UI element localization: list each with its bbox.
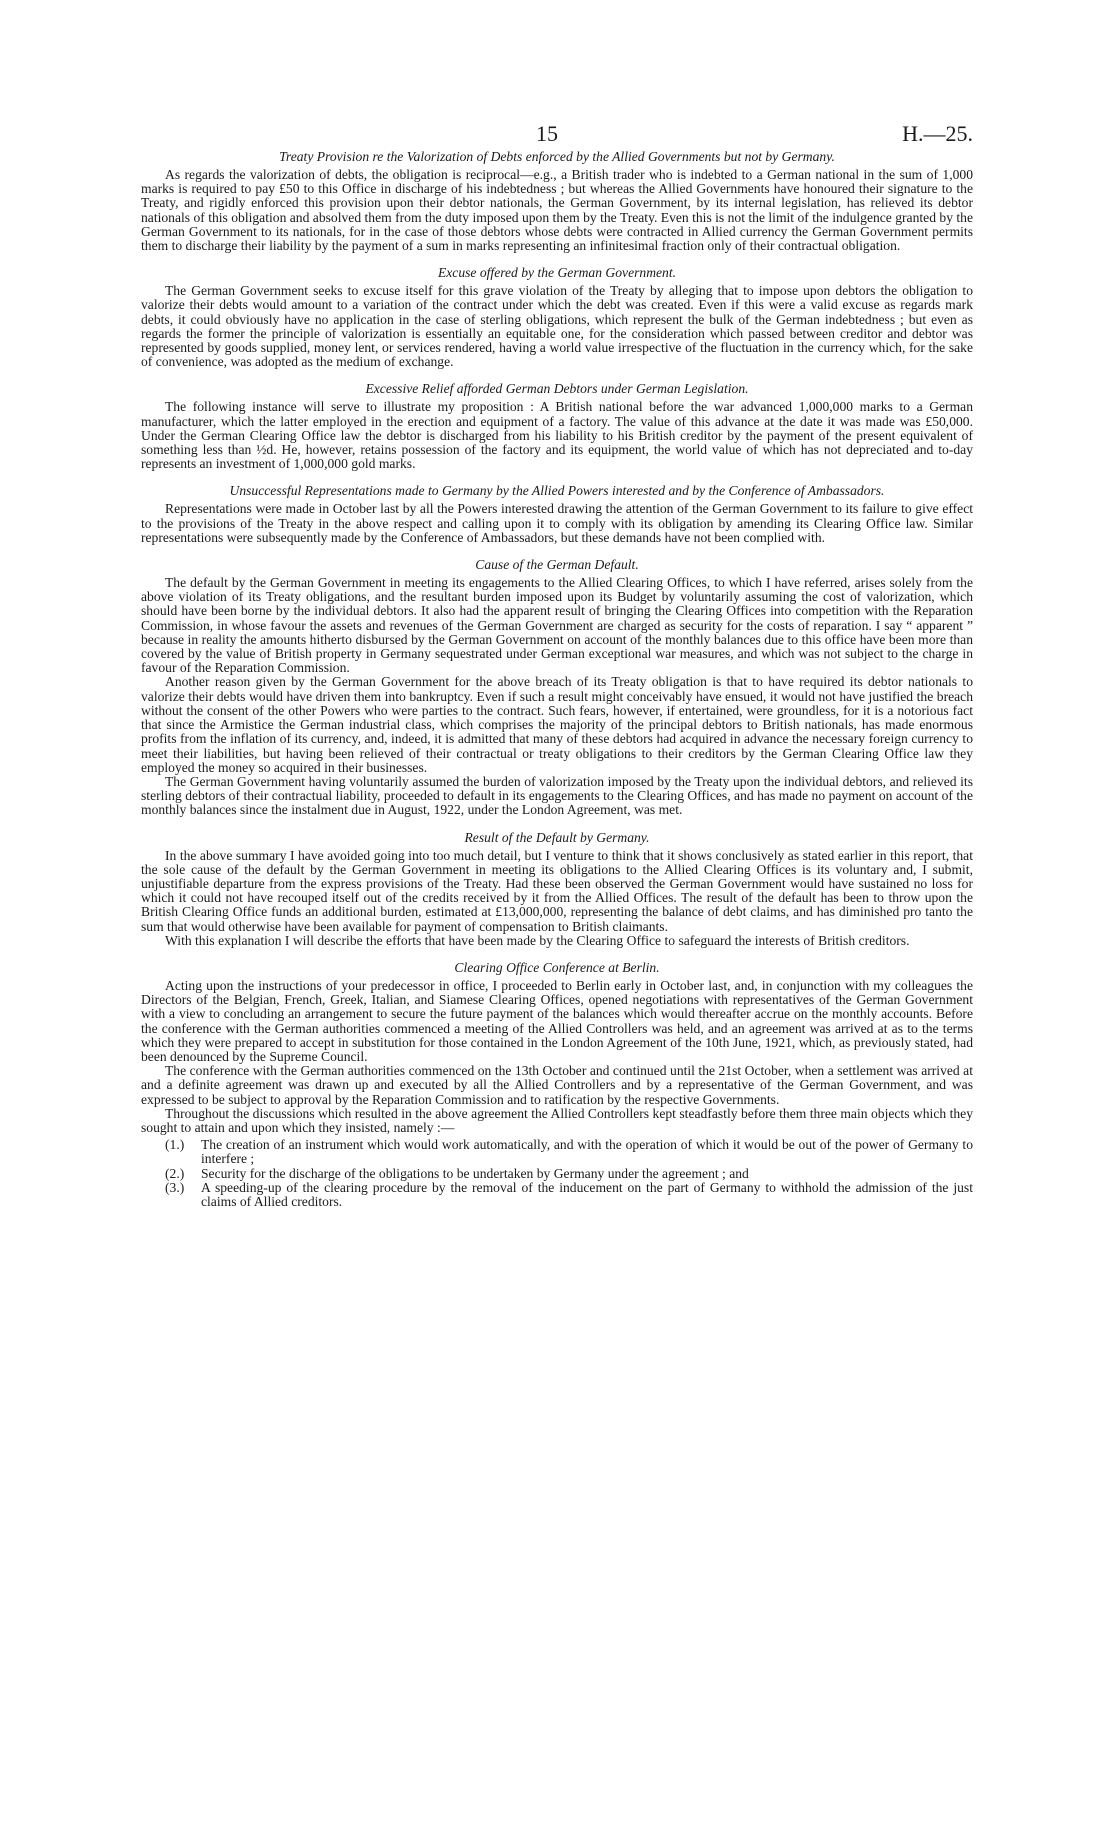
paragraph: The following instance will serve to illustrate my proposition : A British national before the war advanced 1,000,000 marks to a German manufacturer, which the latter employed in the erection and equipment of a factory. The value of this advance at the date it was made was £50,000. Under the German Clearing Office law the debtor is discharged from his liability to his British creditor by the payment of the present equivalent of something less than ½d. He, however, retains possession of the factory and its equipment, the world value of which has not depreciated and to-day represents an investment of 1,000,000 gold marks.	[141, 399, 973, 472]
section-berlin-conference	[141, 961, 973, 1209]
section-heading: Clearing Office Conference at Berlin.	[454, 959, 660, 975]
list-item	[141, 1138, 973, 1166]
paragraph: The German Government having voluntarily assumed the burden of valorization imposed by the Treaty upon the individual debtors, and relieved its sterling debtors of their contractual liability, proceeded to default in its engagements to the Clearing Offices, and has made no payment on account of the monthly balances since the instalment due in August, 1922, under the London Agreement, was met.	[141, 773, 973, 818]
section-heading: Unsuccessful Representations made to Germany by the Allied Powers interested and by the Conference of Ambassadors.	[229, 483, 885, 499]
section-valorization-treaty-provision	[141, 150, 973, 253]
section-cause-of-default	[141, 558, 973, 817]
paragraph: Another reason given by the German Government for the above breach of its Treaty obligation is that to have required its debtor nationals to valorize their debts would have driven them into bankruptcy. Even if such a result might conceivably have ensued, it would not have justified the breach without the consent of the other Powers who were parties to the contract. Such fears, however, if entertained, were groundless, for it is a notorious fact that since the Armistice the German industrial class, which comprises the majority of the principal debtors to British nationals, has made enormous profits from the inflation of its currency, and, indeed, it is admitted that many of these debtors had acquired in advance the necessary foreign currency to meet their liabilities, but having been relieved of their contractual or treaty obligations to their creditors by the German Clearing Office law they employed the money so acquired in their businesses.	[141, 674, 973, 775]
section-heading: Excuse offered by the German Government.	[437, 265, 677, 281]
section-excessive-relief	[141, 382, 973, 471]
section-heading: Result of the Default by Germany.	[464, 829, 650, 845]
paragraph: With this explanation I will describe the efforts that have been made by the Clearing Office to safeguard the interests of British creditors.	[165, 932, 910, 948]
document-id: H.—25.	[902, 121, 973, 146]
objectives-list	[141, 1138, 973, 1209]
section-excuse-offered	[141, 266, 973, 369]
list-item-text: The creation of an instrument which would work automatically, and with the operation of which it would be out of the power of Germany to interfere ;	[201, 1137, 973, 1167]
section-heading: Cause of the German Default.	[475, 557, 639, 573]
list-item-number: (2.)	[165, 1165, 185, 1181]
paragraph: Representations were made in October last by all the Powers interested drawing the attention of the German Government to its failure to give effect to the provisions of the Treaty in the above respect and calling upon it to comply with its obligation by amending its Clearing Office law. Similar representations were subsequently made by the Conference of Ambassadors, but these demands have not been complied with.	[141, 501, 973, 545]
paragraph: Throughout the discussions which resulted in the above agreement the Allied Controllers kept steadfastly before them three main objects which they sought to attain and upon which they insisted, namely :—	[141, 1105, 973, 1135]
section-heading: Treaty Provision re the Valorization of Debts enforced by the Allied Governments but not by Germany.	[279, 149, 835, 164]
page-header	[141, 0, 973, 150]
list-item-number: (3.)	[165, 1179, 185, 1195]
list-item-number: (1.)	[165, 1137, 185, 1153]
paragraph: In the above summary I have avoided going into too much detail, but I venture to think that it shows conclusively as stated earlier in this report, that the sole cause of the default by the German Government in meeting its obligations to the Allied Clearing Offices is its voluntary and, I submit, unjustifiable departure from the express provisions of the Treaty. Had these been observed the German Government would have sustained no loss for which it could not have recouped itself out of the credits received by it from the Allied Offices. The result of the default has been to throw upon the British Clearing Office funds an additional burden, estimated at £13,000,000, representing the balance of debt claims, and has diminished pro tanto the sum that would otherwise have been available for payment of compensation to British claimants.	[141, 847, 973, 934]
paragraph: The default by the German Government in meeting its engagements to the Allied Clearing Offices, to which I have referred, arises solely from the above violation of its Treaty obligations, and the resultant burden imposed upon its Budget by voluntarily assuming the cost of valorization, which should have been borne by the individual debtors. It also had the apparent result of bringing the Clearing Offices into competition with the Reparation Commission, in whose favour the assets and revenues of the German Government are charged as security for the costs of reparation. I say “ apparent ” because in reality the amounts hitherto disbursed by the German Government on account of the monthly balances due to this office have been more than covered by the value of British property in Germany sequestrated under German exceptional war measures, and which was not subject to the charge in favour of the Reparation Commission.	[141, 575, 973, 676]
paragraph: As regards the valorization of debts, the obligation is reciprocal—e.g., a British trader who is indebted to a German national in the sum of 1,000 marks is required to pay £50 to this Office in discharge of his indebtedness ; but whereas the Allied Governments have honoured their signature to the Treaty, and rigidly enforced this provision upon their debtor nationals, the German Government, by its internal legislation, has relieved its debtor nationals of this obligation and absolved them from the duty imposed upon them by the Treaty. Even this is not the limit of the indulgence granted by the German Government to its nationals, for in the case of those debtors whose debts were contracted in Allied currency the German Government permits them to discharge their liability by the payment of a sum in marks representing an infinitesimal fraction only of their contractual obligation.	[141, 167, 973, 254]
section-result-of-default	[141, 831, 973, 948]
section-unsuccessful-representations	[141, 484, 973, 545]
paragraph: The German Government seeks to excuse itself for this grave violation of the Treaty by alleging that to impose upon debtors the obligation to valorize their debts would amount to a variation of the contract under which the debt was created. Even if this were a valid excuse as regards mark debts, it could obviously have no application in the case of sterling obligations, which represent the bulk of the German indebtedness ; but even as regards the former the principle of valorization is essentially an equitable one, for the consideration which passed between creditor and debtor was represented by goods supplied, money lent, or services rendered, having a world value irrespective of the fluctuation in the currency which, for the sake of convenience, was adopted as the medium of exchange.	[141, 283, 973, 370]
list-item	[141, 1167, 973, 1181]
paragraph: Acting upon the instructions of your predecessor in office, I proceeded to Berlin early in October last, and, in conjunction with my colleagues the Directors of the Belgian, French, Greek, Italian, and Siamese Clearing Offices, opened negotiations with representatives of the German Government with a view to concluding an arrangement to secure the future payment of the balances which would thereafter accrue on the monthly accounts. Before the conference with the German authorities commenced a meeting of the Allied Controllers was held, and an agreement was arrived at as to the terms which they were prepared to accept in substitution for those contained in the London Agreement of the 10th June, 1921, which, as previously stated, had been denounced by the Supreme Council.	[141, 977, 973, 1064]
list-item-text: Security for the discharge of the obligations to be undertaken by Germany under the agreement ; and	[201, 1165, 749, 1181]
list-item	[141, 1181, 973, 1209]
paragraph: The conference with the German authorities commenced on the 13th October and continued until the 21st October, when a settlement was arrived at and a definite agreement was drawn up and executed by all the Allied Controllers and by a representative of the German Government, and was expressed to be subject to approval by the Reparation Commission and to ratification by the respective Governments.	[141, 1063, 973, 1107]
page-number: 15	[536, 121, 558, 146]
list-item-text: A speeding-up of the clearing procedure by the removal of the inducement on the part of Germany to withhold the admission of the just claims of Allied creditors.	[201, 1179, 973, 1209]
section-heading: Excessive Relief afforded German Debtors under German Legislation.	[365, 381, 749, 397]
